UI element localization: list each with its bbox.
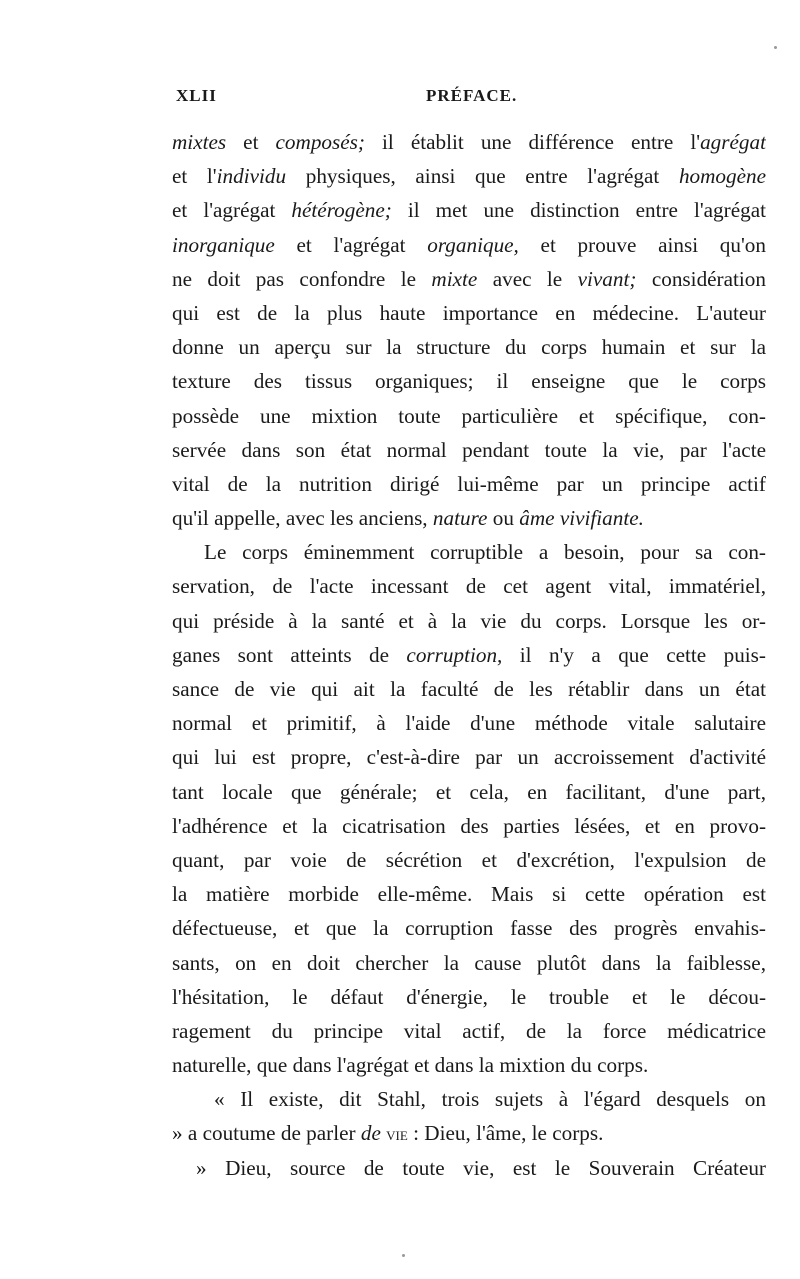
italic-run: mixtes — [172, 130, 227, 154]
text-line — [172, 843, 766, 877]
text-run: » Dieu, source de toute vie, est le Souverain Créateur — [196, 1155, 766, 1180]
text-run: servée dans son état normal pendant toute la vie, par l'acte — [172, 437, 766, 462]
running-title: PRÉFACE. — [426, 86, 518, 105]
text-run: possède une mixtion toute particulière et spécifique, con- — [172, 403, 766, 428]
text-run: texture des tissus organiques; il enseigne que le corps — [172, 369, 766, 394]
text-run: qu'il appelle, avec les anciens, — [172, 506, 433, 531]
text-run: et prouve ainsi qu'on — [518, 232, 766, 257]
text-line — [172, 433, 766, 467]
text-run: avec le — [477, 266, 578, 291]
text-line — [172, 467, 766, 501]
text-run: et — [226, 130, 276, 154]
page-number: XLII — [176, 86, 217, 105]
text-line — [172, 569, 766, 603]
text-line — [172, 535, 766, 569]
text-line — [172, 330, 766, 364]
text-run: : Dieu, l'âme, le corps. — [407, 1121, 604, 1146]
paper-fleck — [402, 1254, 405, 1257]
text-run: sance de vie qui ait la faculté de les rétablir dans un état — [172, 677, 766, 701]
italic-run: mixte — [431, 266, 478, 291]
text-line — [172, 228, 766, 262]
text-line — [172, 946, 766, 980]
text-run: vital de la nutrition dirigé lui-même par un principe actif — [172, 471, 766, 496]
text-line — [172, 911, 766, 945]
italic-run: composés; — [275, 130, 365, 154]
text-run: normal et primitif, à l'aide d'une méthode vitale salutaire — [172, 711, 766, 736]
text-run: et l'agrégat — [172, 198, 292, 223]
text-run: et l'agrégat — [274, 232, 428, 257]
italic-run: agrégat — [700, 130, 766, 154]
text-line — [172, 193, 766, 227]
text-line — [172, 1116, 766, 1150]
italic-run: inorganique — [172, 232, 275, 257]
text-run: servation, de l'acte incessant de cet agent vital, immatériel, — [172, 574, 766, 599]
text-run: il établit une différence entre l' — [364, 130, 701, 154]
text-line — [172, 980, 766, 1014]
text-line — [172, 706, 766, 740]
text-run: et l' — [172, 164, 217, 189]
text-run: sants, on en doit chercher la cause plutôt dans la faiblesse, — [172, 950, 766, 975]
text-run: considération — [636, 266, 766, 291]
text-line — [172, 501, 766, 535]
text-run: la matière morbide elle-même. Mais si cette opération est — [172, 882, 766, 907]
italic-run: homogène — [678, 164, 766, 189]
text-run: naturelle, que dans l'agrégat et dans la mixtion du corps. — [172, 1053, 649, 1078]
text-run: Le corps éminemment corruptible a besoin, pour sa con- — [204, 540, 766, 565]
text-run: qui préside à la santé et à la vie du corps. Lorsque les or- — [172, 608, 766, 633]
text-run: l'adhérence et la cicatrisation des parties lésées, et en provo- — [172, 813, 766, 838]
text-run: qui lui est propre, c'est-à-dire par un accroissement d'activité — [172, 745, 766, 770]
text-run: vie — [386, 1124, 408, 1146]
text-run: ragement du principe vital actif, de la force médicatrice — [172, 1018, 766, 1043]
text-line — [172, 1082, 766, 1116]
text-run: ne doit pas confondre le — [172, 266, 432, 291]
text-run: défectueuse, et que la corruption fasse des progrès envahis- — [172, 916, 766, 941]
text-line — [172, 159, 766, 193]
text-run: ganes sont atteints de — [172, 642, 407, 667]
text-line — [172, 1048, 766, 1082]
text-run: il n'y a que cette puis- — [502, 642, 766, 667]
text-run: quant, par voie de sécrétion et d'excrétion, l'expulsion de — [172, 847, 766, 872]
text-run: il met une distinction entre l'agrégat — [391, 198, 766, 223]
text-line — [172, 296, 766, 330]
text-line — [172, 604, 766, 638]
text-line — [172, 262, 766, 296]
text-line — [172, 877, 766, 911]
text-line — [172, 775, 766, 809]
text-run: » a coutume de parler — [172, 1121, 361, 1146]
text-line — [172, 125, 766, 159]
text-run: « Il existe, dit Stahl, trois sujets à l'égard desquels on — [214, 1087, 766, 1112]
paper-fleck — [774, 46, 777, 49]
text-line — [172, 1014, 766, 1048]
text-line — [172, 364, 766, 398]
text-run: tant locale que générale; et cela, en facilitant, d'une part, — [172, 779, 766, 804]
text-line — [172, 809, 766, 843]
italic-run: vivant; — [577, 266, 637, 291]
text-run: donne un aperçu sur la structure du corps humain et sur la — [172, 335, 766, 360]
text-line — [172, 672, 766, 706]
italic-run: individu — [216, 164, 287, 189]
text-run: ou — [487, 506, 520, 531]
text-run: l'hésitation, le défaut d'énergie, le trouble et le décou- — [172, 984, 766, 1009]
text-line — [172, 638, 766, 672]
italic-run: hétérogène; — [291, 198, 392, 223]
text-run: qui est de la plus haute importance en médecine. L'auteur — [172, 300, 766, 325]
text-line — [172, 740, 766, 774]
text-run: physiques, ainsi que entre l'agrégat — [286, 164, 679, 189]
italic-run: âme vivifiante. — [519, 506, 644, 531]
text-line — [172, 399, 766, 433]
italic-run: nature — [432, 506, 488, 531]
italic-run: de — [360, 1121, 381, 1146]
text-line — [172, 1151, 766, 1185]
running-header — [176, 86, 766, 116]
body-text — [172, 125, 766, 1185]
italic-run: organique, — [427, 232, 519, 257]
italic-run: corruption, — [406, 642, 503, 667]
